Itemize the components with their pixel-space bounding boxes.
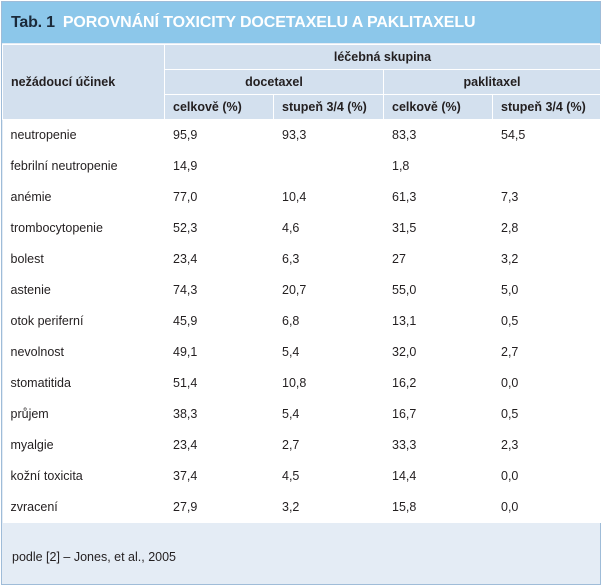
table-cell: 93,3: [274, 120, 384, 151]
table-cell: 52,3: [165, 213, 274, 244]
table-cell: 74,3: [165, 275, 274, 306]
table-cell: 54,5: [493, 120, 601, 151]
table-frame: [1, 1, 601, 585]
table-cell: 5,4: [274, 337, 384, 368]
table-cell: 2,3: [493, 430, 601, 461]
row-label: febrilní neutropenie: [3, 151, 165, 182]
table-cell: 13,1: [384, 306, 493, 337]
table-cell: 51,4: [165, 368, 274, 399]
row-label: neutropenie: [3, 120, 165, 151]
table-cell: 37,4: [165, 461, 274, 492]
table-cell: 32,0: [384, 337, 493, 368]
table-cell: 3,2: [493, 244, 601, 275]
table-cell: 38,3: [165, 399, 274, 430]
table-cell: 2,7: [493, 337, 601, 368]
table-cell: [274, 151, 384, 182]
table-row: [3, 182, 601, 213]
header-col: stupeň 3/4 (%): [493, 95, 601, 120]
table-cell: 83,3: [384, 120, 493, 151]
header-row-label: nežádoucí účinek: [3, 45, 165, 120]
table-cell: 61,3: [384, 182, 493, 213]
table-cell: 4,6: [274, 213, 384, 244]
table-cell: 1,8: [384, 151, 493, 182]
table-cell: 77,0: [165, 182, 274, 213]
table-row: [3, 399, 601, 430]
table-row: [3, 306, 601, 337]
row-label: myalgie: [3, 430, 165, 461]
row-label: bolest: [3, 244, 165, 275]
table-cell: 5,4: [274, 399, 384, 430]
table-body: [3, 120, 601, 523]
table-title: POROVNÁNÍ TOXICITY DOCETAXELU A PAKLITAXELU: [62, 13, 476, 31]
table-row: [3, 368, 601, 399]
table-row: [3, 492, 601, 523]
table-cell: 3,2: [274, 492, 384, 523]
table-cell: 45,9: [165, 306, 274, 337]
row-label: anémie: [3, 182, 165, 213]
table-cell: 15,8: [384, 492, 493, 523]
table-cell: 5,0: [493, 275, 601, 306]
row-label: nevolnost: [3, 337, 165, 368]
table-cell: 7,3: [493, 182, 601, 213]
table-row: [3, 337, 601, 368]
row-label: otok periferní: [3, 306, 165, 337]
table-cell: 20,7: [274, 275, 384, 306]
table-cell: 95,9: [165, 120, 274, 151]
table-cell: 6,3: [274, 244, 384, 275]
header-group: léčebná skupina: [165, 45, 601, 70]
table-row: [3, 213, 601, 244]
table-number: Tab. 1: [11, 13, 55, 31]
row-label: zvracení: [3, 492, 165, 523]
table-cell: 23,4: [165, 430, 274, 461]
table-row: [3, 461, 601, 492]
row-label: trombocytopenie: [3, 213, 165, 244]
table-cell: 16,2: [384, 368, 493, 399]
table-cell: 14,9: [165, 151, 274, 182]
table-row: [3, 120, 601, 151]
table-title-bar: [2, 2, 600, 43]
table-cell: 31,5: [384, 213, 493, 244]
row-label: stomatitida: [3, 368, 165, 399]
table-cell: [493, 151, 601, 182]
table-cell: 0,5: [493, 399, 601, 430]
table-cell: 10,8: [274, 368, 384, 399]
table-cell: 4,5: [274, 461, 384, 492]
table-row: [3, 275, 601, 306]
table-row: [3, 151, 601, 182]
table-cell: 0,0: [493, 461, 601, 492]
row-label: astenie: [3, 275, 165, 306]
table-cell: 16,7: [384, 399, 493, 430]
row-label: průjem: [3, 399, 165, 430]
table-cell: 2,7: [274, 430, 384, 461]
table-cell: 2,8: [493, 213, 601, 244]
header-col: celkově (%): [165, 95, 274, 120]
table-row: [3, 430, 601, 461]
table-cell: 23,4: [165, 244, 274, 275]
table-cell: 0,5: [493, 306, 601, 337]
header-col: celkově (%): [384, 95, 493, 120]
row-label: kožní toxicita: [3, 461, 165, 492]
table-cell: 55,0: [384, 275, 493, 306]
table-cell: 49,1: [165, 337, 274, 368]
toxicity-table: [2, 44, 601, 523]
table-cell: 27,9: [165, 492, 274, 523]
table-row: [3, 244, 601, 275]
table-cell: 0,0: [493, 368, 601, 399]
table-cell: 27: [384, 244, 493, 275]
table-cell: 14,4: [384, 461, 493, 492]
header-col: stupeň 3/4 (%): [274, 95, 384, 120]
table-cell: 10,4: [274, 182, 384, 213]
header-drug-paklitaxel: paklitaxel: [384, 70, 601, 95]
table-cell: 0,0: [493, 492, 601, 523]
source-note: podle [2] – Jones, et al., 2005: [12, 550, 177, 564]
table-cell: 6,8: [274, 306, 384, 337]
header-drug-docetaxel: docetaxel: [165, 70, 384, 95]
table-cell: 33,3: [384, 430, 493, 461]
